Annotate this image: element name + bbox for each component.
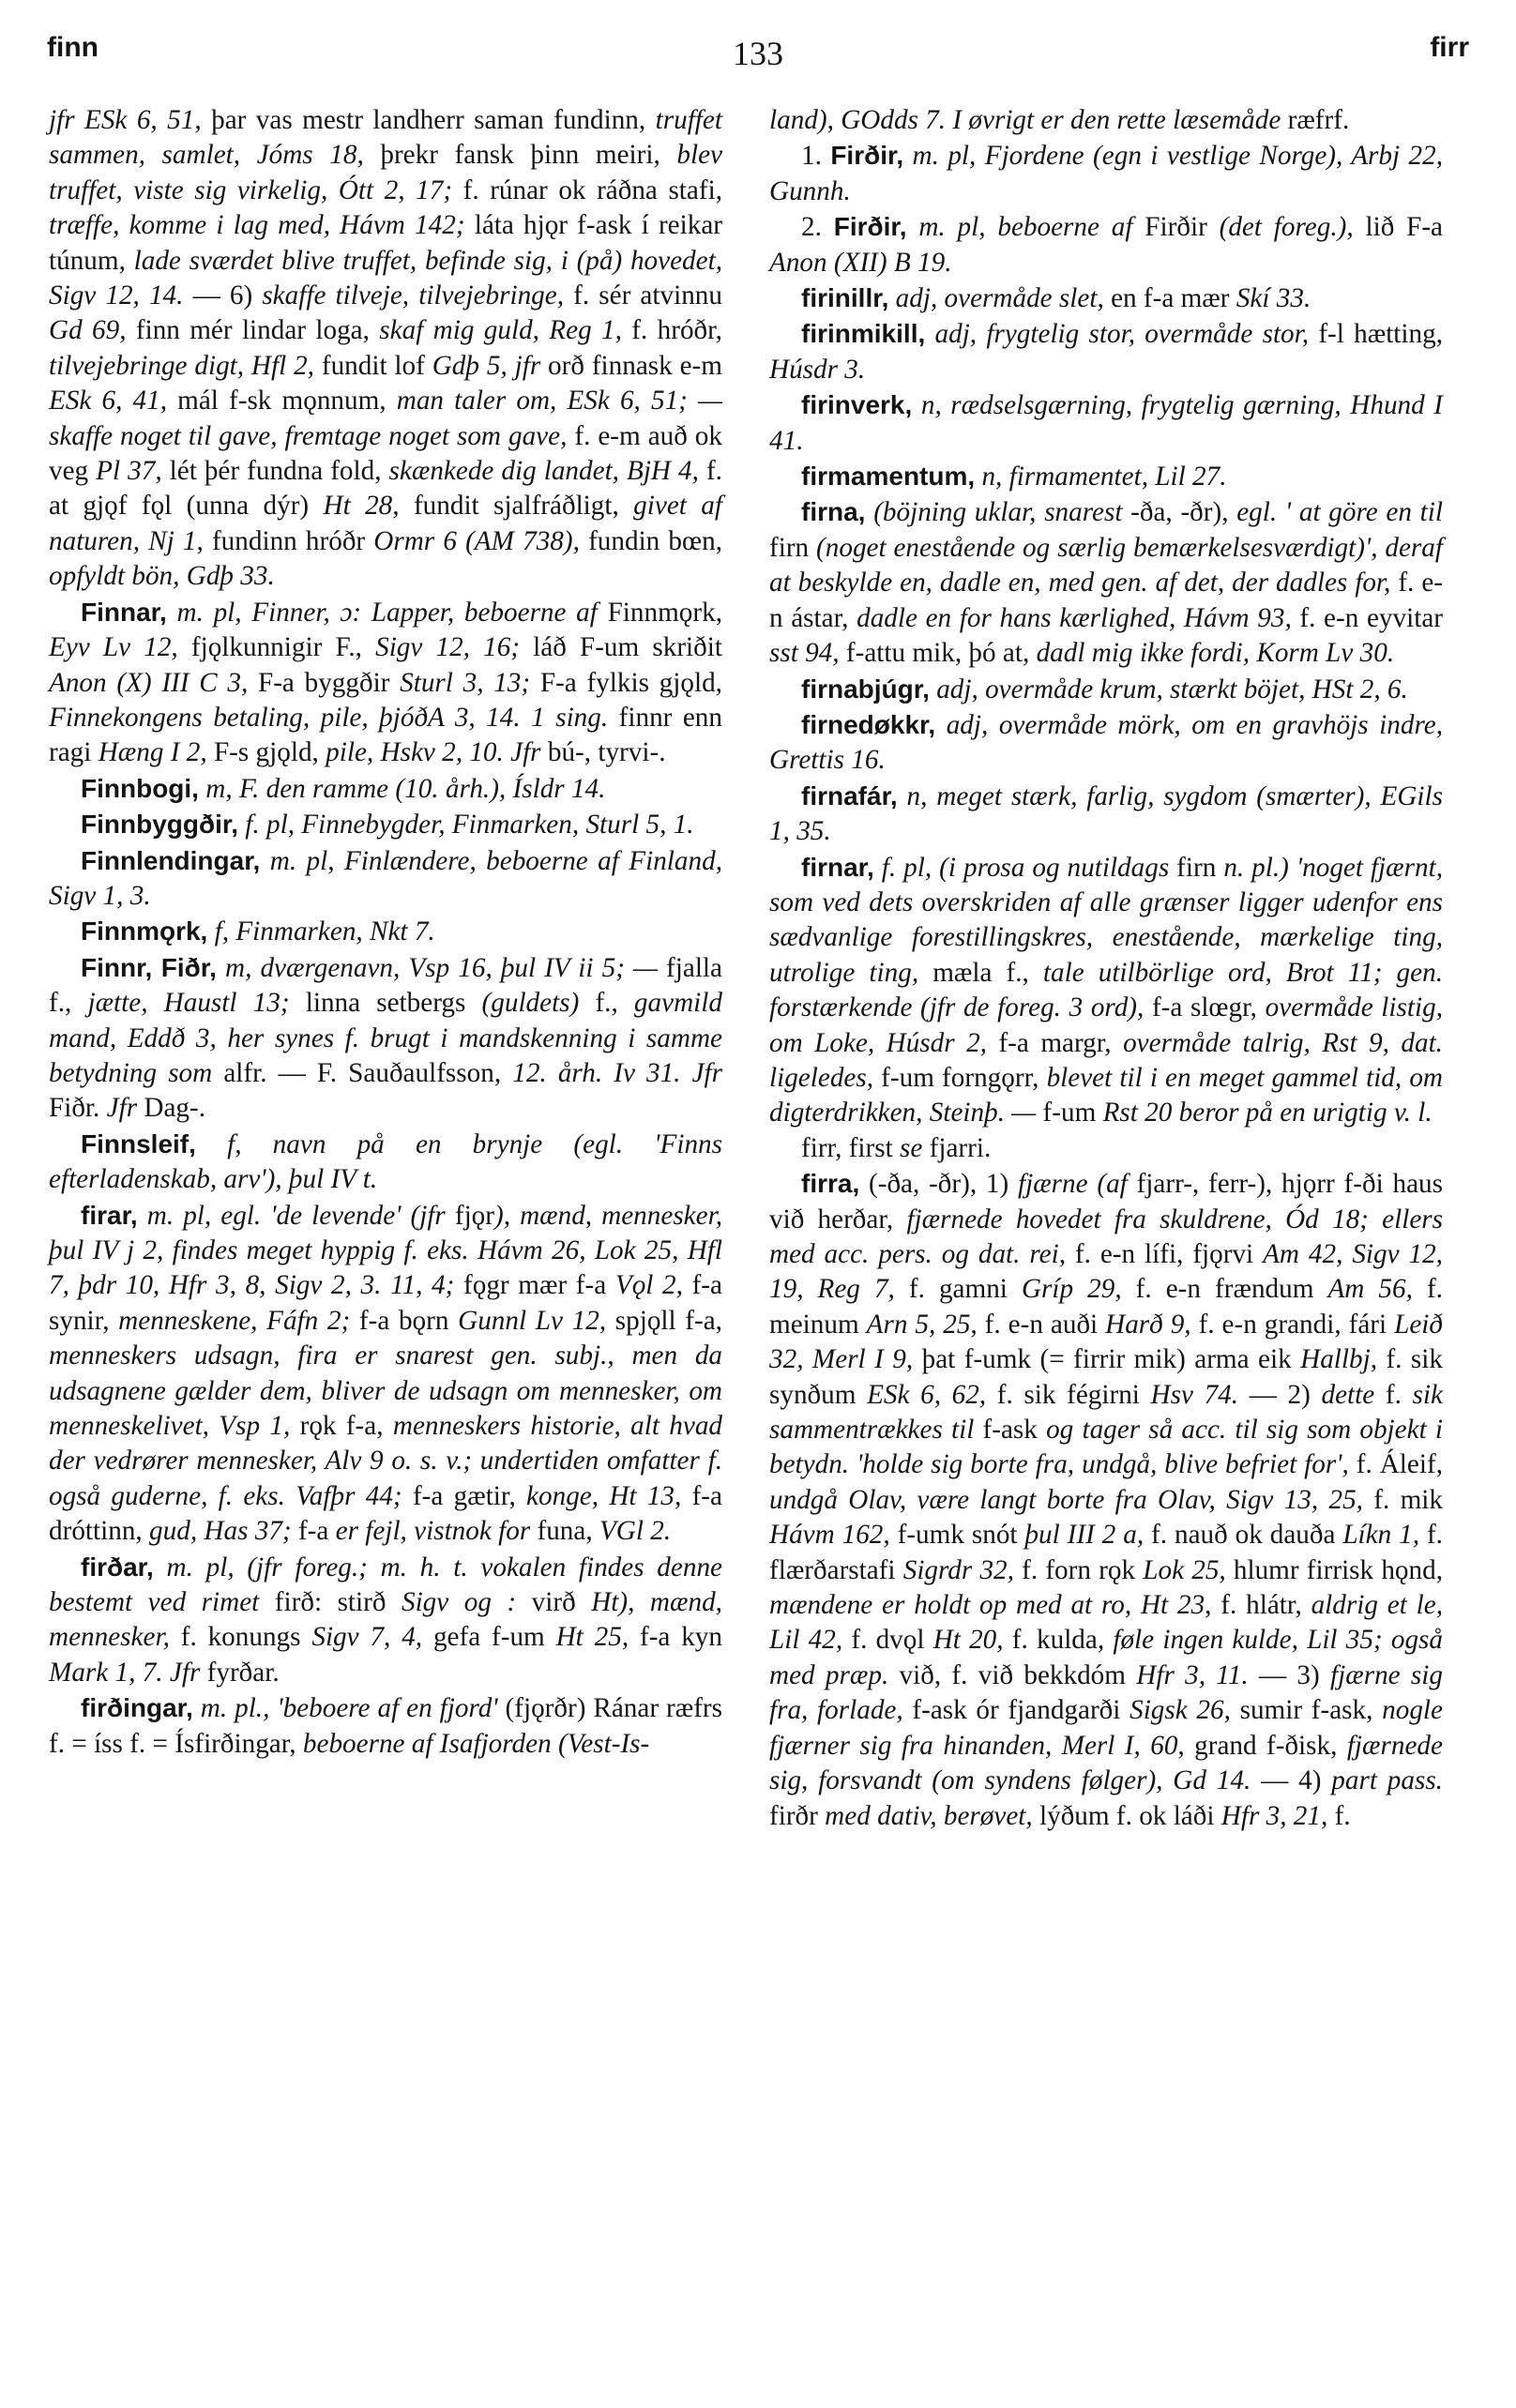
text-run: Firðir [1132,212,1220,243]
text-run: finn mér lindar loga, [126,315,380,346]
italic-text: Sturl 3, 13; [400,667,531,698]
text-run: f. Áleif, [1348,1449,1443,1480]
text-run: við, f. við bekkdóm [888,1659,1137,1690]
text-run: f-a bǫrn [350,1305,459,1336]
italic-text: n. pl.) 'noget fjærnt, som ved dets overskriden af alle grænser ligger udenfor ens sædvanlige forestillingskres, enestående, mærkelige ting, utrolige ting, [769,852,1443,988]
page-header [47,32,1469,88]
text-run: f. [1327,1800,1351,1831]
dictionary-entry [49,843,722,915]
dictionary-entry [769,672,1443,707]
text-run: virð [516,1587,592,1618]
text-run: f-a gætir, [402,1480,527,1511]
headword: Finnmǫrk, [81,916,208,947]
text-run: f. e-n eyvitar [1291,602,1443,633]
text-run: hlumr firrisk hǫnd, [1225,1554,1443,1585]
headword: Finnsleif, [81,1128,196,1159]
italic-text: jætte, Haustl 13; [87,988,290,1019]
dictionary-entry [769,459,1443,494]
text-run: sumir f-ask, [1230,1695,1383,1726]
text-run: f-um [1042,1098,1103,1128]
text-run: mæla f., [918,957,1043,988]
text-run: ræfrf. [1281,105,1350,135]
text-run: firð: stirð [259,1587,402,1618]
text-run: firn [769,532,817,563]
italic-text: er fejl, vistnok for [335,1516,531,1547]
text-run [207,916,214,947]
text-run: f-a [291,1516,336,1547]
dictionary-entry [49,595,722,771]
italic-text: n, firmamentet, Lil 27. [981,462,1227,492]
italic-text: blev truffet, viste sig virkelig, Ótt 2, 17; [49,140,722,205]
headword: firnedøkkr, [801,709,936,739]
text-run: f. e-n auði [977,1309,1106,1340]
italic-text: Finnekongens betaling, pile, þjóðA 3, 14. 1 sing. [49,702,609,733]
italic-text: 12. årh. Iv 31. Jfr [512,1057,722,1088]
italic-text: Líkn 1, [1342,1520,1420,1551]
text-run: f-um forngǫrr, [873,1062,1047,1093]
italic-text: adj, overmåde krum, stærkt böjet, HSt 2, 6. [936,674,1408,704]
text-run: f. e-n lífi, fjǫrvi [1066,1239,1264,1269]
italic-text: Gríp 29, [1021,1274,1122,1305]
italic-text: f. pl, (i prosa og nutildags [881,852,1170,883]
italic-text: VGl 2. [599,1516,672,1547]
italic-text: tale utilbörlige ord, Brot 11; gen. forstærkende (jfr de foreg. 3 ord), [769,957,1443,1023]
text-run [898,781,907,811]
italic-text: givet af naturen, Nj 1, [49,491,722,556]
headword: firnabjúgr, [801,674,930,704]
italic-text: konge, Ht 13, [526,1480,682,1511]
italic-text: fjærnede sig, forsvandt (om syndens følger), Gd 14. [769,1730,1443,1796]
headword: Finnlendingar, [81,845,261,875]
text-run: f. kulda, [1003,1625,1114,1656]
text-run: f. sér atvinnu [564,280,722,311]
headword: firna, [801,497,866,527]
italic-text: Hsv 74. [1150,1379,1239,1410]
italic-text: føle ingen kulde, Lil 35; også med præp. [769,1625,1444,1690]
headword: Finnar, [81,597,167,627]
italic-text: f. pl, Finnebygder, Finmarken, Sturl 5, 1. [245,810,694,841]
page-number: 133 [733,35,783,72]
text-run: f. meinum [769,1274,1443,1340]
italic-text: Anon (X) III C 3, [49,667,249,698]
italic-text: Sigsk 26, [1129,1695,1231,1726]
headword: Finnbyggðir, [81,810,238,840]
dictionary-entry [49,950,722,1127]
italic-text: Rst 20 beror på en urigtig v. l. [1102,1098,1433,1128]
text-run: fundit sjalfráðligt, [399,491,634,522]
text-run: fjarri. [922,1132,992,1163]
dictionary-entry [769,707,1443,779]
italic-text: Hávm 162, [769,1520,890,1551]
text-run: fundinn hróðr [203,525,374,556]
dictionary-entry [769,138,1443,209]
text-run: (fjǫrðr) Ránar ræfrs f. = íss f. = Ísfirðingar, [49,1693,723,1759]
dictionary-entry [769,387,1443,459]
italic-text: Arn 5, 25, [866,1309,978,1340]
italic-text: menneskene, Fáfn 2; [118,1305,351,1336]
text-run: F-s gjǫld, [206,737,326,768]
dictionary-entry [769,1131,1443,1166]
text-run: 1. [801,141,831,172]
italic-text: dette [1321,1379,1375,1410]
text-run: f. sik fégirni [986,1379,1151,1410]
text-run: linna setbergs [289,988,482,1019]
text-run: f. nauð ok dauða [1144,1520,1343,1551]
dictionary-entry [49,807,722,842]
text-run: orð finnask e-m [540,350,722,381]
italic-text: overmåde listig, om Loke, Húsdr 2, [769,992,1443,1058]
italic-text: Skí 33. [1236,283,1311,314]
italic-text: (det foreg.), [1219,212,1354,243]
dictionary-entry [769,280,1443,316]
text-run: mál f-sk mǫnnum, [167,386,397,416]
italic-text: land), GOdds 7. I øvrigt er den rette læsemåde [769,105,1281,135]
italic-text: opfyldt bön, Gdþ 33. [49,561,275,592]
text-run: F-a fylkis gjǫld, [530,667,722,698]
italic-text: ), mænd, mennesker, þul IV j 2, findes meget hyppig f. eks. Hávm 26, Lok 25, Hfl 7, þdr 10, Hfr 3, 8, Sigv 2, 3. 11, 4; [49,1200,723,1301]
text-run: funa, [530,1516,599,1547]
text-run: alfr. — F. Sauðaulfsson, [212,1057,513,1088]
text-run: fyrðar. [200,1657,280,1688]
italic-text: Hallbj, [1300,1344,1378,1375]
italic-text: Húsdr 3. [769,354,866,385]
dictionary-entry [769,1166,1443,1834]
italic-text: blevet til i en meget gammel tid, om digterdrikken, Steinþ. — [769,1062,1444,1128]
text-run: f. sik synðum [769,1344,1443,1410]
headword: Finnr, Fiðr, [81,952,217,982]
italic-text: m, dværgenavn, Vsp 16, þul IV ii 5; — [225,952,658,983]
italic-text: og tager så acc. til sig som objekt i betydn. 'holde sig borte fra, undgå, blive befriet for', [769,1415,1443,1480]
italic-text: m. pl, Finlændere, beboerne af Finland, Sigv 1, 3. [49,845,722,911]
dictionary-entry [49,771,722,807]
dictionary-entry [769,850,1443,1131]
text-run: f. e-n ástar, [769,568,1443,633]
italic-text: Ht 20, [932,1625,1004,1656]
text-run [865,497,873,527]
text-run: f., [579,988,634,1019]
text-run: f. konungs [169,1622,312,1653]
text-run [154,1552,167,1583]
dictionary-entry [769,779,1443,850]
headword: firnar, [801,852,874,882]
italic-text: truffet sammen, samlet, Jóms 18, [49,105,722,171]
headword: firinverk, [801,390,913,420]
text-run: f. e-m auð ok veg [49,420,722,487]
italic-text: Sigrdr 32, [902,1554,1014,1585]
text-run: Finnmǫrk, [597,597,723,628]
headword: firðingar, [81,1693,193,1723]
italic-text: adj, overmåde mörk, om en gravhöjs indre, Grettis 16. [769,709,1443,776]
text-run: f. at gjǫf fǫl (unna dýr) [49,456,722,522]
dictionary-entry [769,209,1443,280]
text-run: bú-, tyrvi-. [540,737,666,768]
text-run: fjarr-, ferr-), hjǫrr f-ði haus við herðar, [769,1169,1443,1234]
text-run: þar vas mestr landherr saman fundinn, [201,105,656,135]
italic-text: Sigv 7, 4, [311,1622,423,1653]
text-run: lét þér fundna fold, [161,456,389,487]
italic-text: Hfr 3, 21, [1220,1800,1328,1831]
text-run: firðr [769,1800,826,1831]
dictionary-entry [49,1198,722,1550]
italic-text: n, meget stærk, farlig, sygdom (smærter), EGils 1, 35. [769,780,1443,847]
text-run [196,1129,227,1159]
text-run: f-attu mik, þó at, [839,638,1037,669]
text-run: F-a byggðir [248,667,401,698]
italic-text: Lok 25, [1143,1554,1226,1585]
headword: Firðir, [833,212,907,242]
text-run [935,710,947,740]
italic-text: fjærnede hovedet fra skuldrene, Ód 18; ellers med acc. pers. og dat. rei, [769,1204,1443,1269]
italic-text: aldrig et le, Lil 42, [769,1590,1443,1656]
text-run: f. hróðr, [621,315,722,346]
italic-text: nogle fjærner sig fra hinanden, Merl I, 60, [769,1695,1443,1761]
text-run: — 6) [183,280,263,311]
dictionary-entry [769,316,1443,387]
italic-text: lade sværdet blive truffet, befinde sig, i (på) hovedet, Sigv 12, 14. [49,245,722,311]
italic-text: undgå Olav, være langt borte fra Olav, Sigv 13, 25, [769,1484,1363,1515]
italic-text: Gd 69, [49,315,127,346]
text-run: finnr enn ragi [49,702,722,768]
text-run [874,853,882,883]
italic-text: part pass. [1331,1765,1443,1796]
headword: firinillr, [801,283,889,313]
text-run: f-l hætting, [1309,319,1444,350]
right-guide-word: firr [1430,32,1469,63]
italic-text: Mark 1, 7. Jfr [49,1657,201,1688]
italic-text: m. pl., 'beboere af en fjord' [200,1693,498,1724]
italic-text: (guldets) [481,988,580,1019]
text-run [912,390,921,420]
dictionary-entry [49,1550,722,1691]
italic-text: Jfr [106,1093,138,1124]
italic-text: Pl 37, [96,456,162,487]
text-run [888,283,895,313]
italic-text: menneskers udsagn, fira er snarest gen. subj., men da udsagnene gælder dem, bliver de udsagn om mennesker, om menneskelivet, Vsp 1, [49,1340,722,1442]
italic-text: mændene er holdt op med at ro, Ht 23, [769,1590,1212,1621]
italic-text: man taler om, ESk 6, 51; — skaffe noget til gave, fremtage noget som gave, [49,386,722,451]
italic-text: (noget enestående og særlig bemærkelsesværdigt)', deraf at beskylde en, dadle en, med gen. af det, der dadles for, [769,532,1443,598]
text-run: fjalla f., [49,952,722,1019]
italic-text: Ht), mænd, mennesker, [49,1587,722,1653]
italic-text: skænkede dig landet, BjH 4, [388,456,699,487]
headword: firnafár, [801,780,898,810]
italic-text: Am 42, Sigv 12, 19, Reg 7, [769,1239,1443,1305]
italic-text: (böjning uklar, snarest [873,497,1123,528]
italic-text: ESk 6, 41, [49,386,167,416]
text-run: fjǫr [445,1200,494,1231]
italic-text: Sigv 12, 16; [375,632,521,663]
text-run: en f-a mær [1103,283,1236,314]
text-run [903,141,912,171]
italic-text: se [900,1132,923,1163]
text-run: f. e-n frændum [1121,1274,1328,1305]
headword: firðar, [81,1552,154,1582]
text-run: — 3) [1248,1659,1331,1690]
dictionary-entry [49,103,722,595]
dictionary-entry [49,1127,722,1198]
text-run: lið F-a [1353,212,1444,243]
text-run: -ða, -ðr), [1122,497,1237,528]
italic-text: træffe, komme i lag med, Hávm 142; [49,210,465,241]
italic-text: dadl mig ikke fordi, Korm Lv 30. [1036,638,1395,669]
italic-text: m. pl, egl. 'de levende' (jfr [146,1200,446,1231]
italic-text: menneskers historie, alt hvad der vedrører mennesker, Alv 9 o. s. v.; undertiden omfatter f. også guderne, f. eks. Vafþr 44; [49,1411,723,1511]
text-run: Fiðr. [49,1093,107,1124]
italic-text: Gdþ 5, jfr [432,350,541,381]
italic-text: pile, Hskv 2, 10. Jfr [326,737,541,768]
text-run: láta hjǫr f-ask í reikar túnum, [49,210,723,276]
text-run [907,212,919,242]
italic-text: Eyv Lv 12, [49,632,178,663]
text-run [217,953,225,983]
text-run: 2. [801,212,834,243]
italic-text: f, navn på en brynje (egl. 'Finns efterladenskab, arv'), þul IV t. [49,1128,722,1195]
italic-text: sik sammentrækkes til [769,1379,1443,1446]
italic-text: m. pl, beboerne af [918,212,1133,243]
italic-text: Anon (XII) B 19. [769,247,952,278]
italic-text: beboerne af Isafjorden (Vest-Is- [302,1728,650,1759]
italic-text: fjærne (af [1018,1169,1128,1200]
italic-text: fjærne sig fra, forlade, [769,1659,1443,1726]
headword: Finnbogi, [81,773,199,803]
italic-text: tilvejebringe digt, Hfl 2, [49,350,314,381]
italic-text: Sigv og : [401,1587,517,1618]
headword: firmamentum, [801,462,976,492]
text-run: — 2) [1238,1379,1322,1410]
text-run: f. hlátr, [1211,1590,1311,1621]
text-run: firn [1169,852,1224,883]
italic-text: Ht 25, [555,1622,629,1653]
text-run: rǫk f-a, [290,1411,393,1442]
italic-text: overmåde talrig, Rst 9, dat. ligeledes, [769,1027,1443,1093]
text-run [138,1201,147,1231]
italic-text: med dativ, berøvet, [825,1800,1033,1831]
right-column [769,103,1443,1834]
text-run: firr, first [801,1132,901,1163]
italic-text: Ormr 6 (AM 738), [373,525,580,556]
dictionary-entry [49,914,722,949]
italic-text: adj, frygtelig stor, overmåde stor, [934,319,1310,350]
italic-text: Hæng I 2, [98,737,207,768]
text-run: þrekr fansk þinn meiri, [363,140,677,171]
italic-text: egl. ' at göre en til [1236,497,1443,528]
dictionary-entry [769,494,1443,671]
italic-text: m. pl, Finner, ɔ: Lapper, beboerne af [176,597,598,628]
italic-text: Hfr 3, 11. [1136,1659,1249,1690]
text-run: f. forn rǫk [1013,1554,1144,1585]
italic-text: gavmild mand, Eddð 3, her synes f. brugt i mandskenning i samme betydning som [49,988,722,1088]
italic-text: Leið 32, Merl I 9, [769,1309,1443,1375]
italic-text: skaf mig guld, Reg 1, [379,315,622,346]
headword: Firðir, [830,141,904,171]
italic-text: f, Finmarken, Nkt 7. [214,916,435,947]
text-run: (-ða, -ðr), 1) [859,1169,1018,1200]
italic-text: þul III 2 a, [1024,1520,1145,1551]
italic-text: m, F. den ramme (10. årh.), Ísldr 14. [205,773,606,804]
text-run: f-a kyn [629,1622,722,1653]
italic-text: adj, overmåde slet, [895,283,1104,314]
text-run: fundin bœn, [579,525,722,556]
text-run: f-a slœgr, [1144,992,1266,1023]
text-run: f-a margr, [986,1027,1124,1058]
text-run: f. [1374,1379,1413,1410]
text-run: f. dvǫl [842,1625,933,1656]
text-run: f-a dróttinn, [49,1480,722,1547]
italic-text: m. pl, (jfr foreg.; m. h. t. vokalen findes denne bestemt ved rimet [49,1552,722,1618]
text-run: f-a synir, [49,1270,722,1336]
text-run: lýðum f. ok láði [1032,1800,1221,1831]
italic-text: sst 94, [769,638,840,669]
text-run [193,1693,201,1723]
text-run: Dag-. [137,1093,206,1124]
text-run: f-umk snót [889,1520,1025,1551]
dictionary-entry [769,103,1443,138]
text-run: f-ask [974,1415,1047,1446]
dictionary-entry [49,1690,722,1762]
left-column [49,103,722,1762]
italic-text: skaffe tilveje, tilvejebringe, [262,280,565,311]
text-run: f. mik [1362,1484,1443,1515]
text-run [167,598,177,628]
headword: firra, [801,1169,860,1199]
text-run: grand f-ðisk, [1184,1730,1347,1761]
italic-text: Gunnl Lv 12, [458,1305,607,1336]
text-run: fǫgr mær f-a [454,1270,615,1301]
left-guide-word: finn [47,32,99,63]
italic-text: ESk 6, 62, [867,1379,987,1410]
italic-text: jfr ESk 6, 51, [49,105,202,135]
italic-text: dadle en for hans kærlighed, Hávm 93, [857,602,1292,633]
text-run: f. flærðarstafi [769,1520,1443,1585]
italic-text: Harð 9, [1105,1309,1191,1340]
text-run: f. e-n grandi, fári [1190,1309,1395,1340]
text-run: gefa f-um [422,1622,556,1653]
text-run: f. rúnar ok ráðna stafi, [452,174,722,205]
text-run [260,846,269,876]
italic-text: Am 56, [1327,1274,1413,1305]
italic-text: Ht 28, [323,491,400,522]
text-run: spjǫll f-a, [606,1305,722,1336]
text-run: — 4) [1251,1765,1332,1796]
text-run: þat f-umk (= firrir mik) arma eik [913,1344,1301,1375]
headword: firar, [81,1200,138,1230]
italic-text: n, rædselsgærning, frygtelig gærning, Hhund I 41. [769,390,1444,456]
text-run: f-ask ór fjandgarði [902,1695,1130,1726]
text-run: f. gamni [894,1274,1022,1305]
italic-text: m. pl, Fjordene (egn i vestlige Norge), Arbj 22, Gunnh. [769,141,1443,206]
italic-text: gud, Has 37; [149,1516,292,1547]
text-run: fjǫlkunnigir F., [177,632,376,663]
text-run: láð F-um skriðit [520,632,722,663]
text-run [925,319,934,349]
headword: firinmikill, [801,319,926,349]
italic-text: Vǫl 2, [614,1270,683,1301]
text-run: fundit lof [313,350,432,381]
